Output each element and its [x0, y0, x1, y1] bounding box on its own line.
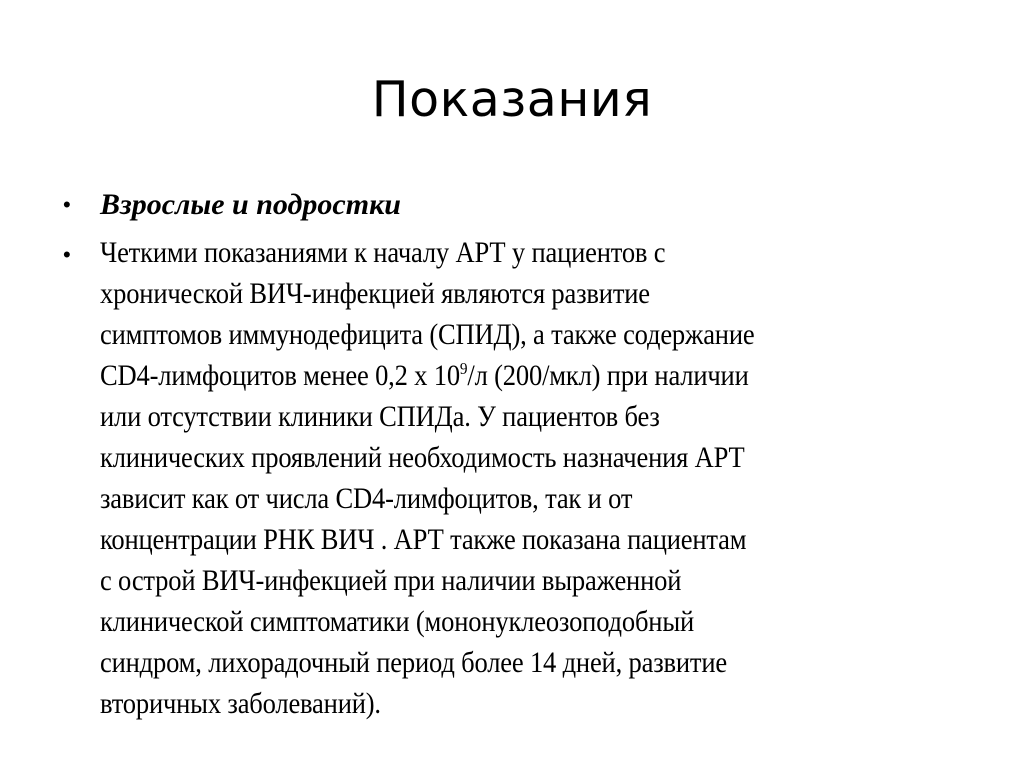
text-line: синдром, лихорадочный период более 14 дней, развитие	[100, 647, 727, 679]
bullet-item-indications	[60, 233, 980, 725]
text-line: вторичных заболеваний).	[100, 688, 381, 720]
text-segment: CD4-лимфоцитов менее 0,2 х 10	[100, 360, 460, 392]
bullet-icon: •	[63, 192, 71, 217]
bullet-icon: •	[63, 242, 71, 267]
bullet-heading: Взрослые и подростки	[100, 188, 401, 221]
text-line: зависит как от числа CD4-лимфоцитов, так и от	[100, 483, 633, 515]
superscript: 9	[459, 359, 468, 378]
bullet-item-adults-teens	[60, 183, 980, 227]
text-line: с острой ВИЧ-инфекцией при наличии выраженной	[100, 565, 682, 597]
text-line: хронической ВИЧ-инфекцией являются развитие	[100, 278, 650, 310]
bullet-body-text	[100, 233, 980, 725]
text-line	[100, 356, 892, 397]
bullet-list	[60, 183, 980, 725]
text-line: клинической симптоматики (мононуклеозоподобный	[100, 606, 695, 638]
text-line: Четкими показаниями к началу АРТ у пациентов с	[100, 237, 666, 269]
text-line: концентрации РНК ВИЧ . АРТ также показана пациентам	[100, 524, 747, 556]
text-line: симптомов иммунодефицита (СПИД), а также содержание	[100, 319, 755, 351]
text-line: клинических проявлений необходимость назначения АРТ	[100, 442, 745, 474]
text-segment: /л (200/мкл) при наличии	[467, 360, 749, 392]
text-line: или отсутствии клиники СПИДа. У пациентов без	[100, 401, 660, 433]
slide-title: Показания	[371, 71, 653, 128]
